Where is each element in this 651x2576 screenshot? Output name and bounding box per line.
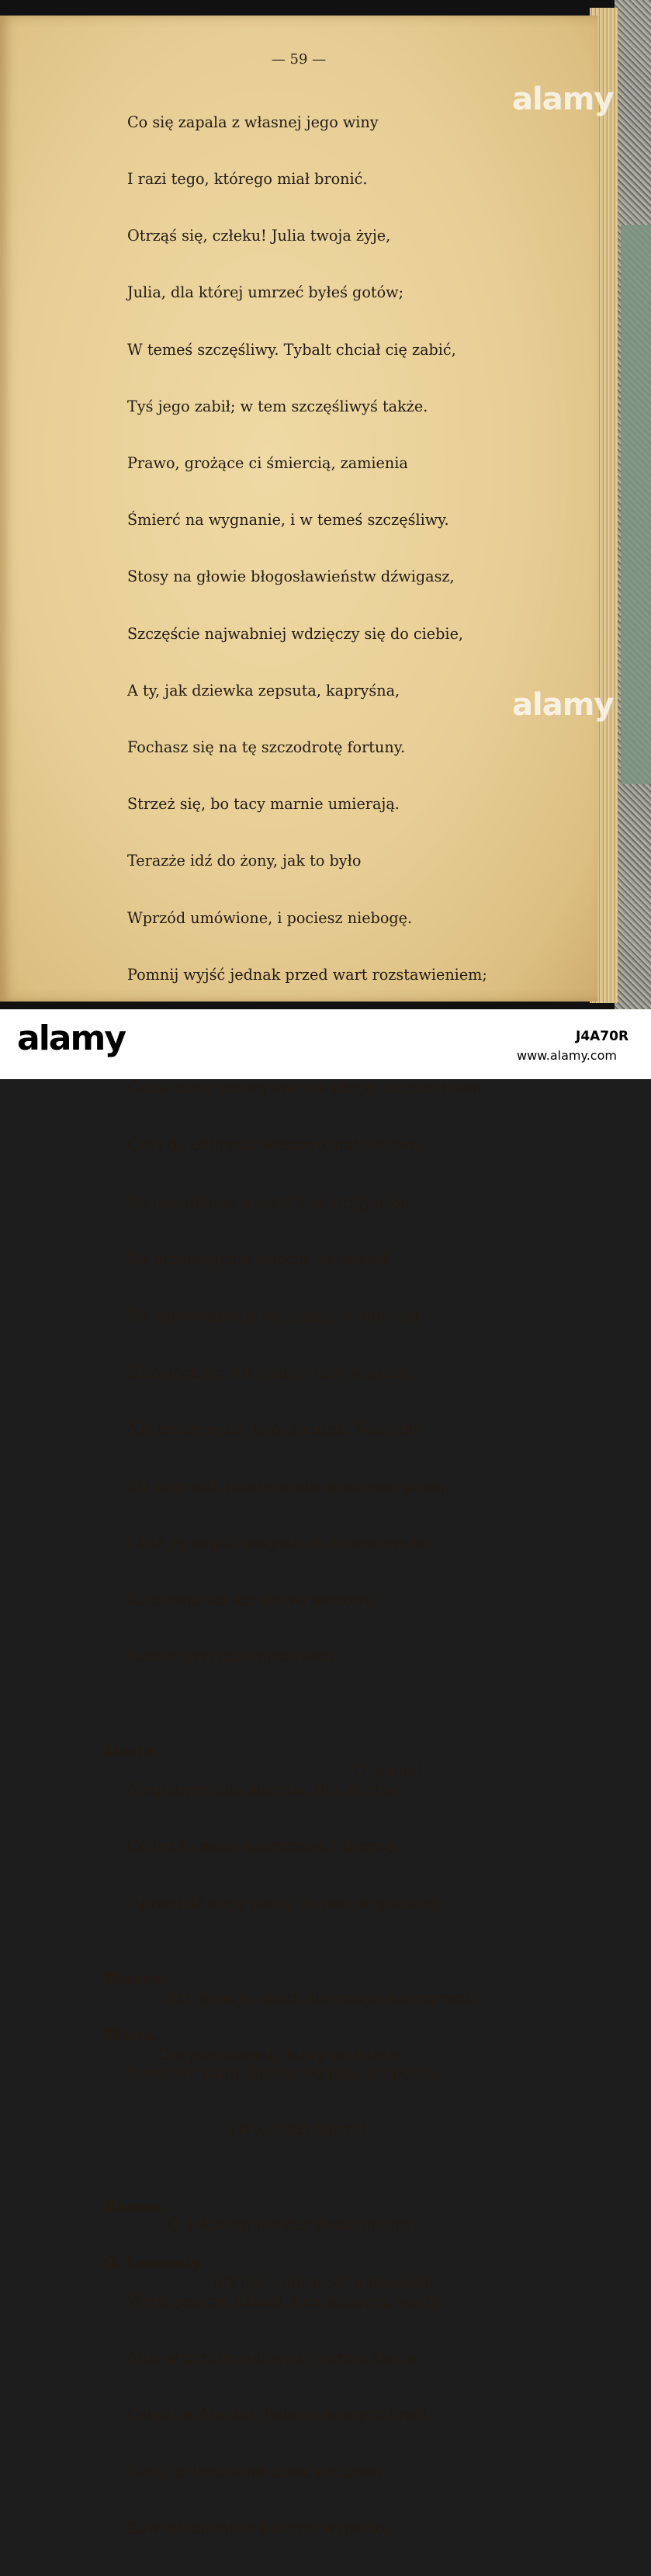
dialogue-text: Idź, proś ją, niech się gotuje mię zgromić. (168, 1988, 483, 2007)
text-line: Ku czemu żal ich ułatwi namowę. (127, 1591, 379, 1609)
dialogue-text: Idź już; dobranoc! a pamiętaj (213, 2272, 434, 2291)
dialogue-line: Osiądź w Mantui. Jeden z naszych braci (127, 2405, 428, 2424)
text-line: Śmierć na wygnanie, i w temeś szczęśliwy. (127, 511, 449, 529)
dialogue-line (0, 2178, 597, 2234)
text-line: Gdzie masz przebywać tak długo, aż znajdziem (127, 1079, 483, 1098)
alamy-logo: alamy (17, 1019, 125, 1058)
text-line: Otrząś się, człeku! Julia twoja żyje, (127, 227, 391, 245)
dialogue-line: Albo w przebraniu wyjść jutro o świcie. (127, 2349, 424, 2367)
text-line: Pomnij wyjść jednak przed wart rozstawieniem; (127, 965, 487, 984)
text-line: Strzeż się, bo tacy marnie umierają. (127, 795, 400, 814)
dialogue-line (0, 2008, 597, 2064)
speaker-name: Marta. (104, 2026, 160, 2045)
text-line: Niż teraźniejszy twój smutek. Waćpani (127, 1420, 419, 1439)
text-line: I razi tego, którego miał bronić. (127, 170, 368, 189)
text-line: Do przebłagania księcia, naostatek (127, 1249, 392, 1268)
stage-direction: (Wychodzi Marta). (231, 2121, 371, 2140)
speaker-name: Marta. (104, 1742, 160, 1761)
dialogue-line: Co też to może nauczoność! Biegnę (127, 1837, 395, 1856)
page-text (0, 75, 597, 2576)
dialogue-line (0, 2235, 597, 2291)
dialogue-line (0, 1951, 597, 2007)
text-line: W temeś szczęśliwy. Tybalt chciał cię zabić, (127, 340, 456, 359)
speaker-name: Romeo. (104, 1970, 167, 1988)
image-id: J4A70R (576, 1029, 629, 1044)
text-line: Do sprowadzenia cię nazad, z radością (127, 1307, 420, 1325)
dialogue-line (0, 1724, 597, 1779)
text-line: A ty, jak dziewka zepsuta, kapryśna, (127, 681, 400, 700)
dialogue-text: O, jakże mi ten dar dodał otuchy! (168, 2216, 419, 2234)
dialogue-text: Oto pierścionek, który mi kazała (158, 2045, 403, 2064)
text-line: Szczęście najwabniej wdzięczy się do ciebie, (127, 624, 464, 643)
dialogue-line: Zawiadomienie o każdym wypadku, (127, 2519, 396, 2537)
dialogue-line: Mogłabym całą noc stać tu i słuchać. (127, 1780, 407, 1799)
text-line: Prawo, grożące ci śmiercią, zamienia (127, 454, 408, 473)
text-line: Czas do odkrycia waszego małżeństwa, (127, 1136, 424, 1154)
dialogue-text: O, panie! (354, 1761, 423, 1779)
text-line: I każ jej naglić wszystkich do spoczynku, (127, 1533, 435, 1552)
watermark-logo: alamy (512, 82, 614, 117)
page-number: — 59 — (271, 51, 327, 68)
speaker-name: O. Laurenty. (104, 2254, 205, 2272)
text-line: Romeo przyjdzie niebawem. (127, 1647, 340, 1666)
speaker-name: Romeo. (104, 2196, 167, 2215)
text-line: Tyś jego zabił; w tem szczęśliwyś także. (127, 397, 428, 415)
dialogue-line: Uprzedzić moją panią, że pan przyjdziesz. (127, 1894, 444, 1912)
dialogue-line: Nosić ci będzie od czasu do czasu (127, 2462, 383, 2481)
watermark-logo: alamy (512, 687, 614, 723)
watermark-url: www.alamy.com (517, 1048, 617, 1063)
dialogue-line: Wyjść jeszcze dzisiaj, nim zaciągną warty, (127, 2291, 443, 2310)
text-line: Co się zapala z własnej jego winy (127, 113, 379, 131)
text-line: Julia, dla której umrzeć byłeś gotów; (127, 283, 404, 302)
text-line: Dziesięćkroć sto tysięcy razy większą, (127, 1363, 414, 1382)
text-line: Fochasz się na tę szczodrotę fortuny. (127, 738, 406, 757)
dialogue-line: Doręczyć panu. Śpiesz się pan, już późno. (127, 2064, 442, 2083)
text-line: Terazże idź do żony, jak to było (127, 852, 362, 870)
text-line: Idź naprzód; pozdrów ode mnie swą panią; (127, 1477, 451, 1495)
text-line: Do pojednania waszych nieprzyjaciół, (127, 1193, 410, 1211)
cover-green-patch (621, 225, 651, 784)
text-line: Wprzód umówione, i pociesz niebogę. (127, 908, 413, 927)
text-line: Stosy na głowie błogosławieństw dźwigasz, (127, 568, 455, 586)
